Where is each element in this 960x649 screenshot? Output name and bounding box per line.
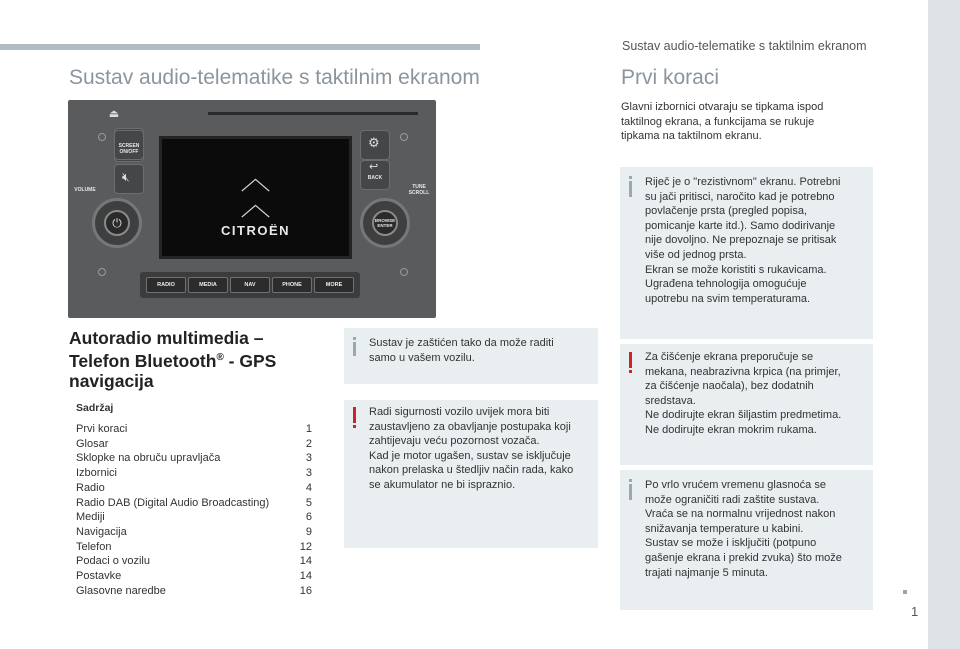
toc-label: Radio <box>76 481 105 494</box>
mute-icon: 🔇︎ <box>122 170 130 184</box>
toc-label: Radio DAB (Digital Audio Broadcasting) <box>76 496 270 509</box>
toc-label: Navigacija <box>76 525 127 538</box>
toc-row <box>76 510 312 525</box>
more-button-illustration: MORE <box>314 277 354 293</box>
page-marker <box>903 590 907 594</box>
nav-button-illustration: NAV <box>230 277 270 293</box>
toc-row <box>76 422 312 437</box>
disc-slot <box>208 112 418 115</box>
browse-label: BROWSE ENTER <box>374 218 396 228</box>
brand-logo-text: CITROËN <box>221 223 290 238</box>
side-strip <box>928 0 960 649</box>
intro-paragraph: Glavni izbornici otvaraju se tipkama ispod taktilnog ekrana, a funkcijama se rukuje tipkama na taktilnom ekranu. <box>621 101 824 143</box>
toc-row <box>76 496 312 511</box>
citroen-chevrons-logo: ︿ ︿ <box>240 163 271 222</box>
toc-row <box>76 466 312 481</box>
toc-row <box>76 437 312 452</box>
toc-page: 2 <box>305 437 312 450</box>
toc-page: 1 <box>305 423 312 435</box>
function-button-strip <box>140 272 360 298</box>
phone-button-illustration: PHONE <box>272 277 312 293</box>
section-title: Prvi koraci <box>621 66 720 89</box>
header-bar <box>0 44 480 50</box>
toc-row <box>76 540 312 555</box>
power-icon: ⏻ <box>112 216 122 230</box>
table-of-contents <box>76 422 312 598</box>
toc-page: 16 <box>299 584 312 597</box>
toc-page: 5 <box>305 496 312 509</box>
toc-label: Sklopke na obruču upravljača <box>76 452 221 465</box>
toc-label: Izbornici <box>76 467 117 480</box>
info-note-text: Po vrlo vrućem vremenu glasnoća se <box>645 479 826 491</box>
toc-row <box>76 584 312 599</box>
toc-page: 9 <box>305 525 312 538</box>
toc-label: Glasovne naredbe <box>76 584 166 597</box>
contents-heading: Sadržaj <box>76 402 114 414</box>
toc-label: Podaci o vozilu <box>76 555 150 568</box>
info-note-hot-weather: Po vrlo vrućem vremenu glasnoća se može ograničiti radi zaštite sustava. Vraća se na normalnu vrijednost nakon snižavanja temperature u kabini. Sustav se može i isključiti (potpuno gašenje ekrana i prekid zvuka) što može trajati najmanje 5 minuta. <box>620 470 873 610</box>
toc-label: Postavke <box>76 570 122 583</box>
warning-note-cleaning: Za čišćenje ekrana preporučuje se mekana, neabrazivna krpica (na primjer, za čišćenje naočala), bez dodatnih sredstava. Ne dodirujte ekran šiljastim predmetima. Ne dodirujte ekran mokrim rukama. <box>620 344 873 465</box>
info-note-text: Riječ je o "rezistivnom" ekranu. Potrebni <box>645 176 841 188</box>
toc-label: Telefon <box>76 540 112 553</box>
warning-note-safety: Radi sigurnosti vozilo uvijek mora biti zaustavljeno za obavljanje postupaka koji zahtijevaju veću pozornost vozača. Kad je motor ugašen, sustav se isključuje nakon prelaska u štedljiv način rada, kako se akumulator ne bi ispraznio. <box>344 400 598 548</box>
toc-page: 3 <box>305 452 312 465</box>
toc-page: 14 <box>299 555 312 568</box>
toc-page: 12 <box>299 540 312 553</box>
toc-row <box>76 451 312 466</box>
toc-label: Prvi koraci <box>76 423 128 435</box>
toc-row <box>76 481 312 496</box>
head-unit-illustration <box>68 100 436 318</box>
eject-icon: ⏏ <box>108 108 120 120</box>
info-note-resistive-screen: Riječ je o "rezistivnom" ekranu. Potrebni su jači pritisci, naročito kad je potrebno povlačenje prsta (pregled popisa, pomicanje karte itd.). Samo dodirivanje nije dovoljno. Ne prepoznaje se pritisak više od jednog prsta. Ekran se može koristiti s rukavicama. Ugrađena tehnologija omogućuje upotrebu na svim temperaturama. <box>620 167 873 339</box>
page-number: 1 <box>911 604 919 619</box>
toc-page: 6 <box>305 511 312 524</box>
toc-page: 3 <box>305 467 312 480</box>
back-icon: ↩ <box>369 161 379 173</box>
radio-button-illustration: RADIO <box>146 277 186 293</box>
gear-icon: ⚙ <box>368 135 380 150</box>
running-header: Sustav audio-telematike s taktilnim ekranom <box>622 39 867 53</box>
toc-row <box>76 569 312 584</box>
back-label: BACK <box>367 175 383 181</box>
page-title: Sustav audio-telematike s taktilnim ekranom <box>69 66 480 89</box>
warning-note-text: Radi sigurnosti vozilo uvijek mora biti <box>369 406 550 418</box>
volume-label: VOLUME <box>74 187 96 193</box>
volume-knob-illustration <box>92 198 142 248</box>
toc-page: 14 <box>299 570 312 583</box>
toc-row <box>76 525 312 540</box>
toc-row <box>76 554 312 569</box>
screen-off-label: SCREEN ON/OFF <box>118 143 140 155</box>
display-screen <box>159 136 352 259</box>
toc-page: 4 <box>305 481 312 494</box>
info-note-text: Sustav je zaštićen tako da može raditi <box>369 337 554 349</box>
toc-label: Glosar <box>76 437 109 450</box>
tune-label: TUNE SCROLL <box>408 184 430 196</box>
browse-knob-illustration <box>360 198 410 248</box>
document-subtitle: Autoradio multimedia – Telefon Bluetooth® - GPS navigacija <box>69 328 277 391</box>
info-note-protection: Sustav je zaštićen tako da može raditi samo u vašem vozilu. <box>344 328 598 384</box>
warning-note-text: Za čišćenje ekrana preporučuje se <box>645 351 814 363</box>
media-button-illustration: MEDIA <box>188 277 228 293</box>
toc-label: Mediji <box>76 511 105 524</box>
